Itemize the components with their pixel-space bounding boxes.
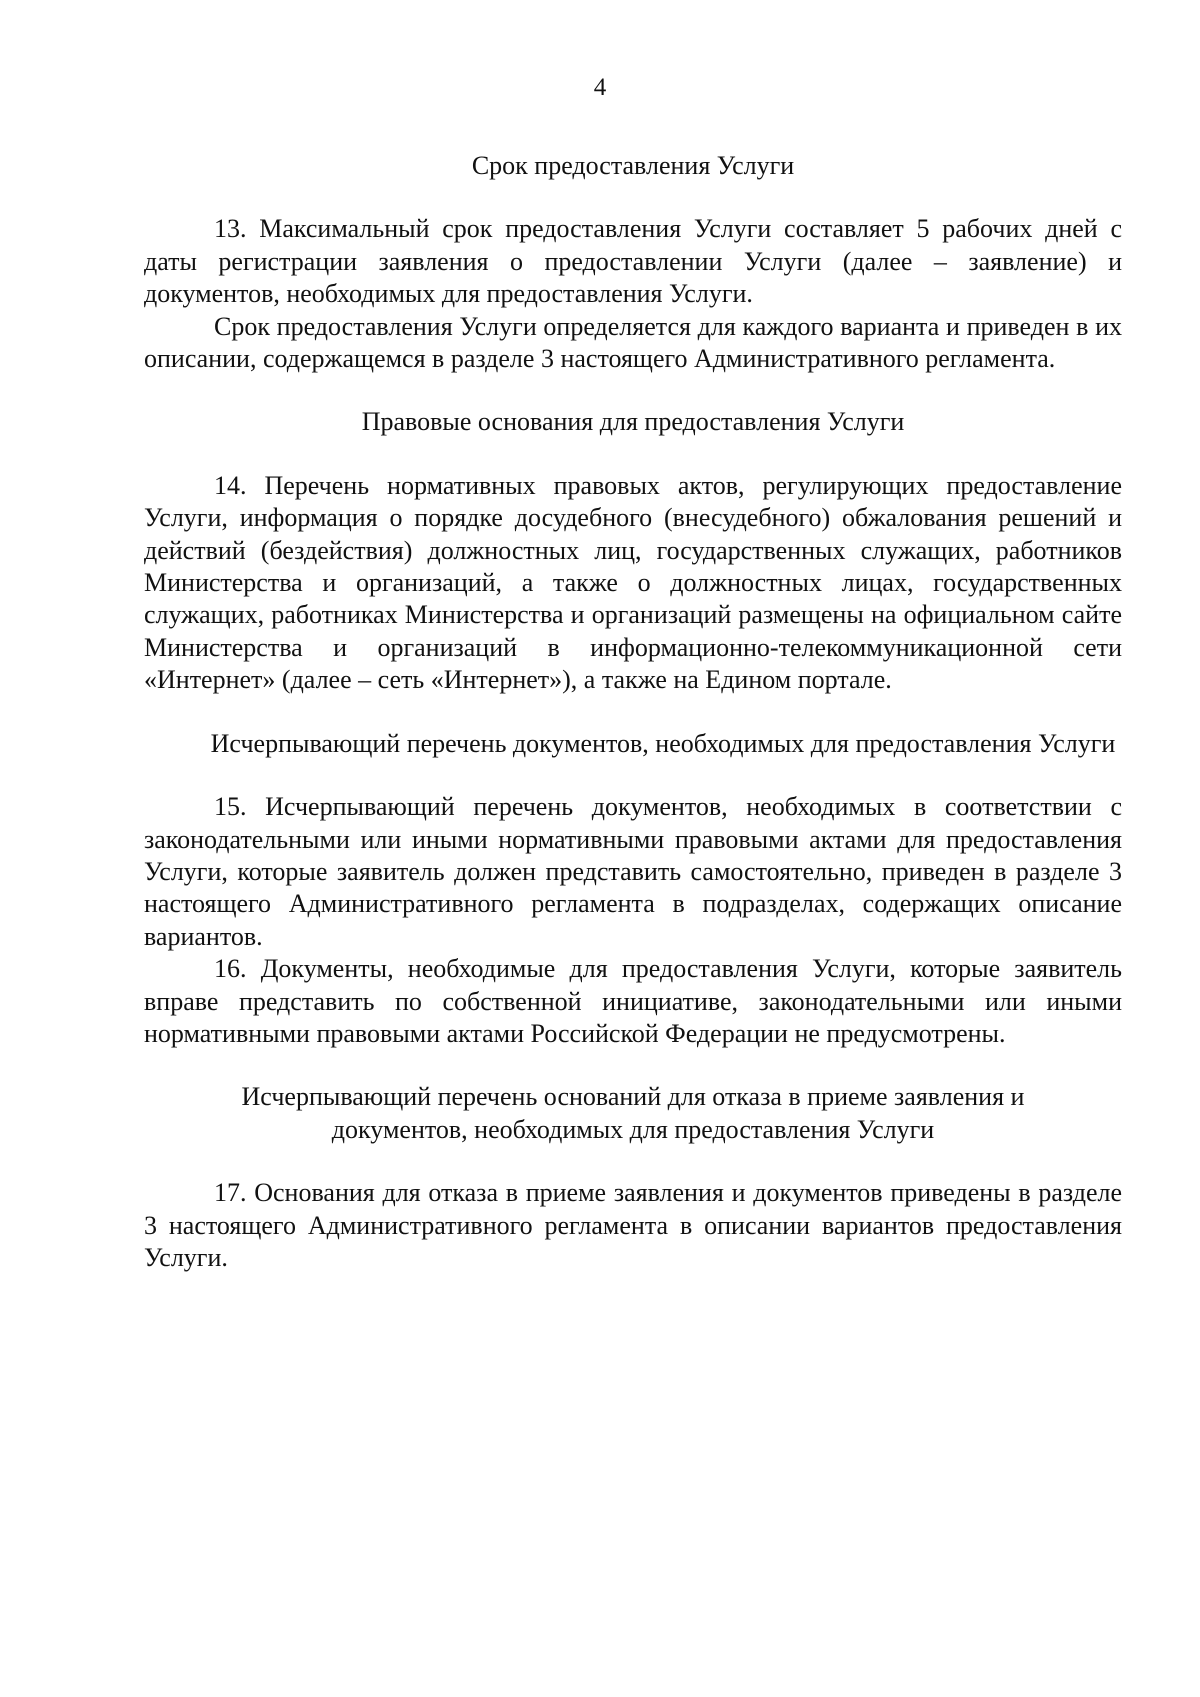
paragraph: 14. Перечень нормативных правовых актов, регулирующих предоставление Услуги, информация о порядке досудебного (внесудебного) обжалования решений и действий (бездействия) должностных лиц, государственных служащих, работников Министерства и организаций, а также о должностных лицах, государственных служащих, работниках Министерства и организаций размещены на официальном сайте Министерства и организаций в информационно-телекоммуникационной сети «Интернет» (далее – сеть «Интернет»), а также на Едином портале. bbox=[144, 470, 1122, 695]
section-heading: Исчерпывающий перечень оснований для отказа в приеме заявления и документов, необходимых для предоставления Услуги bbox=[241, 1082, 1025, 1144]
section-service-term bbox=[144, 150, 1122, 375]
section-heading: Правовые основания для предоставления Услуги bbox=[361, 407, 905, 437]
section-legal-basis bbox=[144, 406, 1122, 696]
page-number: 4 bbox=[593, 74, 607, 101]
paragraph: Срок предоставления Услуги определяется для каждого варианта и приведен в их описании, содержащемся в разделе 3 настоящего Административного регламента. bbox=[144, 311, 1122, 374]
section-refusal-grounds bbox=[144, 1081, 1122, 1274]
paragraph: 15. Исчерпывающий перечень документов, необходимых в соответствии с законодательными или иными нормативными правовыми актами для предоставления Услуги, которые заявитель должен представить самостоятельно, приведен в разделе 3 настоящего Административного регламента в подразделах, содержащих описание вариантов. bbox=[144, 792, 1122, 951]
paragraph: 17. Основания для отказа в приеме заявления и документов приведены в разделе 3 настоящего Административного регламента в описании вариантов предоставления Услуги. bbox=[144, 1178, 1122, 1272]
section-heading: Исчерпывающий перечень документов, необходимых для предоставления Услуги bbox=[210, 728, 1116, 758]
document-body bbox=[144, 150, 1122, 1274]
paragraph: 16. Документы, необходимые для предоставления Услуги, которые заявитель вправе представить по собственной инициативе, законодательными или иными нормативными правовыми актами Российской Федерации не предусмотрены. bbox=[144, 954, 1122, 1048]
section-required-documents bbox=[144, 728, 1122, 1051]
paragraph: 13. Максимальный срок предоставления Услуги составляет 5 рабочих дней с даты регистрации заявления о предоставлении Услуги (далее – заявление) и документов, необходимых для предоставления Услуги. bbox=[144, 214, 1122, 309]
section-heading: Срок предоставления Услуги bbox=[471, 151, 795, 180]
